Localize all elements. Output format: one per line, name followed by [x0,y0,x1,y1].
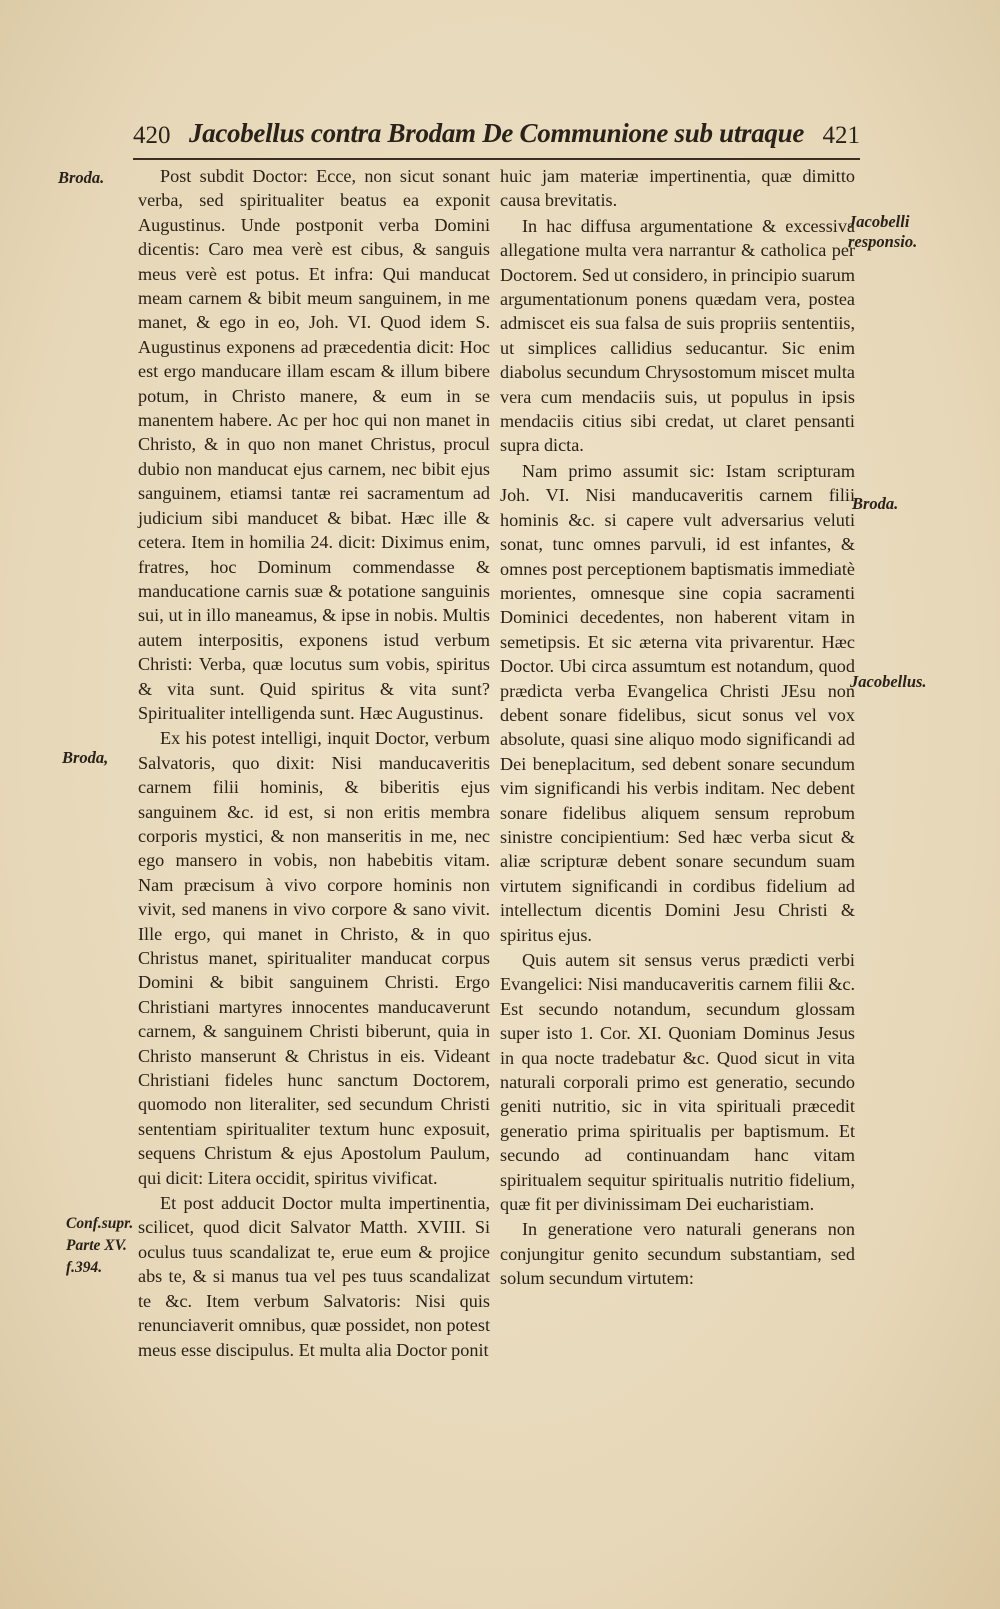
page-number-right: 421 [822,122,860,149]
left-paragraph-3: Et post adducit Doctor multa impertinentia, scilicet, quod dicit Salvator Matth. XVIII. Si oculus tuus scandalizat te, erue eum & projice abs te, & si manus tua vel pes tuus scandalizat te &c. Item verbum Salvatoris: Nisi quis renunciaverit omnibus, quæ possidet, non potest meus esse discipulus. Et multa alia Doctor ponit [138,1193,490,1360]
left-paragraph-2: Ex his potest intelligi, inquit Doctor, verbum Salvatoris, quo dixit: Nisi manducaveritis carnem filii hominis, & biberitis ejus sanguinem &c. id est, si non eritis membra corporis mystici, & non manseritis in me, nec ego mansero in vobis, non habebitis vitam. Nam præcisum à vivo corpore hominis non vivit, sed manens in vivo corpore & sano vivit. Ille ergo, qui manet in Christo, & in quo Christus manet, spiritualiter manducat corpus Domini & bibit sanguinem Christi. Ergo Christiani martyres innocentes manducaverunt carnem, & sanguinem Christi biberunt, quia in Christo manserunt & Christus in eis. Videant Christiani fideles hunc sanctum Doctorem, quomodo non literaliter, sed secundum Christi sententiam spiritualiter textum hunc exposuit, sequens Christum & ejus Apostolum Paulum, qui dicit: Litera occidit, spiritus vivificat. [138,728,490,1188]
right-paragraph-4: In generatione vero naturali generans non conjungitur genito secundum substantiam, sed solum secundum virtutem: [500,1219,855,1289]
margin-note-broda-3: Broda. [852,494,899,513]
margin-note-broda-1: Broda. [58,168,105,187]
margin-note-conf-supra: Conf.supr. Parte XV. f.394. [66,1215,134,1276]
right-text-column [500,164,855,1291]
left-text-column [138,164,490,1362]
margin-note-jacobelli-responsio: Jacobelli responsio. [848,212,918,251]
margin-note-broda-2: Broda, [62,748,109,767]
running-header [133,112,860,160]
left-paragraph-1: Post subdit Doctor: Ecce, non sicut sonant verba, sed spiritualiter beatus ea exponit Augustinus. Unde postponit verba Domini dicentis: Caro mea verè est cibus, & sanguis meus verè est potus. Et infra: Qui manducat meam carnem & bibit meum sanguinem, in me manet, & ego in eo, Joh. VI. Quod idem S. Augustinus exponens ad præcedentia dicit: Hoc est ergo manducare illam escam & illum bibere potum, in Christo manere, & eum in se manentem habere. Ac per hoc qui non manet in Christo, & in quo non manet Christus, procul dubio non manducat ejus carnem, nec bibit ejus sanguinem, etiamsi tantæ rei sacramentum ad judicium sibi manducet & bibat. Hæc ille & cetera. Item in homilia 24. dicit: Diximus enim, fratres, hoc Dominum commendasse & manducatione carnis suæ & potatione sanguinis sui, ut in illo maneamus, & ipse in nobis. Multis autem interpositis, exponens istud verbum Christi: Verba, quæ locutus sum vobis, spiritus & vita sunt. Quid spiritus & vita sunt? Spiritualiter intelligenda sunt. Hæc Augustinus. [138,166,490,723]
right-paragraph-3: Quis autem sit sensus verus prædicti verbi Evangelici: Nisi manducaveritis carnem filii &c. Est secundo notandum, secundum glossam super isto 1. Cor. XI. Quoniam Dominus Jesus in qua nocte tradebatur &c. Quod sicut in vita naturali corporali primo est generatio, secundo geniti nutritio, sic in vita spirituali præcedit generatio prima spiritualis per baptismum. Et secundo ad continuandam hanc vitam spiritualem sequitur spiritualis nutritio fidelium, quæ fit per divinissimam Dei eucharistiam. [500,950,855,1215]
page-number-left: 420 [133,122,171,149]
right-paragraph-continued: huic jam materiæ impertinentia, quæ dimitto causa brevitatis. [500,166,855,211]
right-paragraph-2: Nam primo assumit sic: Istam scripturam Joh. VI. Nisi manducaveritis carnem filii hominis &c. si capere vult adversarius veluti sonat, tunc omnes parvuli, id est infantes, & omnes post perceptionem baptismatis immediatè morientes, omnesque sine copia sacramenti Dominici decedentes, non haberent vitam in semetipsis. Et sic æterna vita privarentur. Hæc Doctor. Ubi circa assumtum est notandum, quod prædicta verba Evangelica Christi JEsu non debent sonare fidelibus, sicut sonus vel vox absolute, quasi sine aliquo modo significandi ad Dei beneplacitum, sed debent sonare secundum vim significandi his verbis inditam. Nec debent sonare fidelibus aliquem sensum reprobum sinistre concipientium: Sed hæc verba sicut & aliæ scripturæ debent sonare secundum suam virtutem significandi in cordibus fidelium ad intellectum dicentis Domini Jesu Christi & spiritus ejus. [500,460,855,945]
margin-note-jacobellus: Jacobellus. [850,672,927,691]
right-paragraph-1: In hac diffusa argumentatione & excessiva allegatione multa vera narrantur & catholica per Doctorem. Sed ut considero, in principio suarum argumentationum ponens quædam vera, postea admiscet eis sua falsa de suis propriis sententiis, ut simplices callidius seducantur. Sic enim diabolus secundum Chrysostomum miscet multa vera cum mendaciis suis, ut populus in ipsis mendaciis citius sibi credat, ut claret pensanti supra dicta. [500,215,855,456]
running-title: Jacobellus contra Brodam De Communione sub utraque [188,118,805,148]
